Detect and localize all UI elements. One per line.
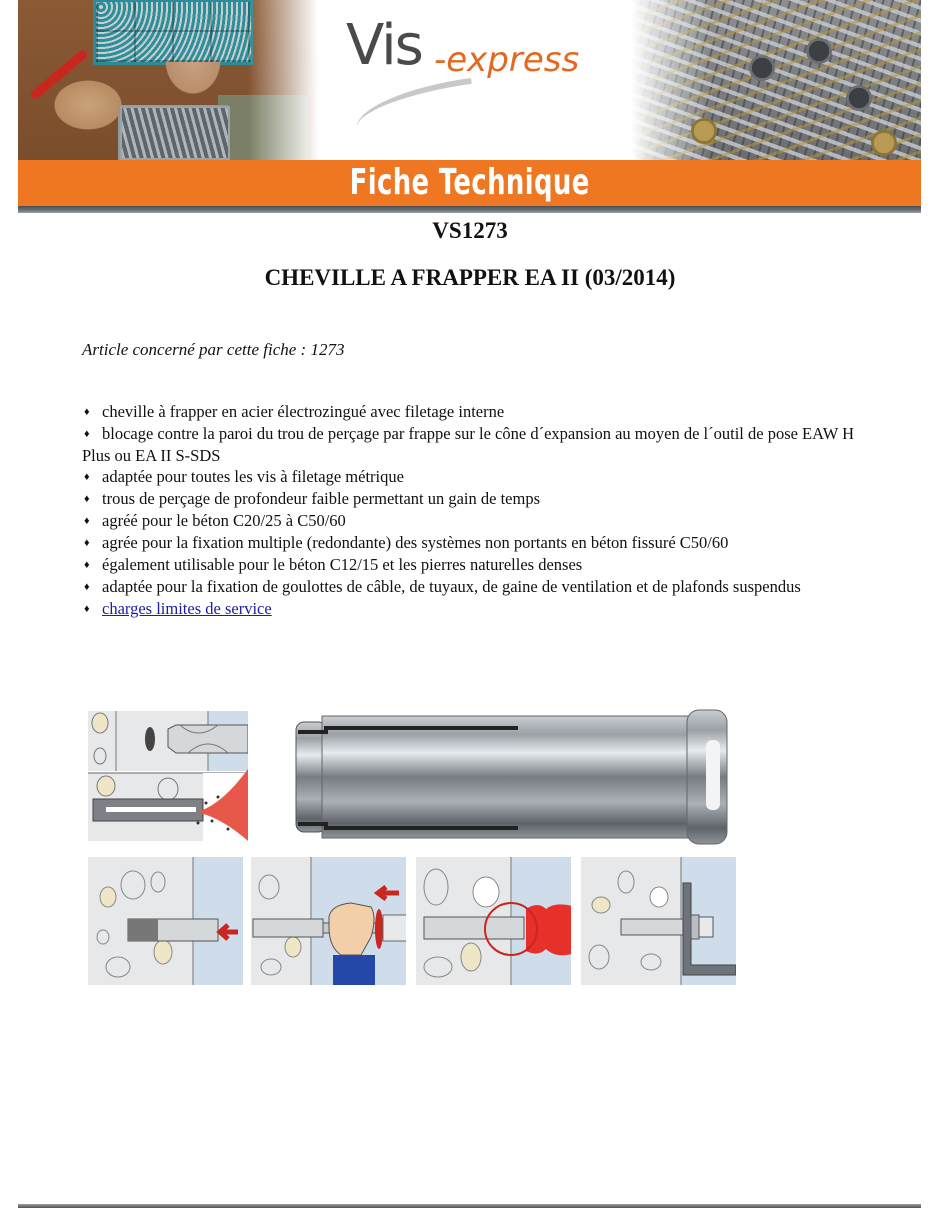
anchor-product-photo — [282, 700, 732, 846]
screw-head-image — [871, 130, 897, 156]
logo-swoosh-icon — [352, 78, 476, 128]
feature-item — [82, 598, 862, 620]
feature-item — [82, 576, 862, 598]
workbench-photo — [18, 0, 318, 160]
feature-item — [82, 488, 862, 510]
step-hammer-tool-illustration — [251, 857, 406, 985]
feature-item — [82, 554, 862, 576]
product-title: CHEVILLE A FRAPPER EA II (03/2014) — [264, 265, 676, 290]
drill-and-clean-illustration — [88, 711, 248, 841]
diamond-bullet-icon: ♦ — [84, 603, 90, 615]
screw-box-image — [120, 106, 230, 160]
diamond-bullet-icon: ♦ — [84, 559, 90, 571]
diamond-bullet-icon: ♦ — [84, 493, 90, 505]
screw-head-image — [846, 85, 872, 111]
diamond-bullet-icon: ♦ — [84, 581, 90, 593]
feature-list — [82, 401, 862, 620]
feature-item — [82, 401, 862, 423]
fiche-technique-bar — [18, 160, 921, 206]
product-reference: VS1273 — [432, 218, 508, 243]
article-reference-line: Article concerné par cette fiche : 1273 — [82, 340, 345, 359]
charges-limites-link[interactable]: charges limites de service — [102, 599, 272, 618]
header-divider — [18, 206, 921, 213]
feature-text: adaptée pour la fixation de goulottes de câble, de tuyaux, de gaine de ventilation et de plafonds suspendus — [102, 577, 801, 596]
feature-text: blocage contre la paroi du trou de perçage par frappe sur le cône d´expansion au moyen de l´outil de pose EAW H Plus ou EA II S-SDS — [82, 424, 855, 465]
screw-head-image — [806, 38, 832, 64]
feature-item — [82, 510, 862, 532]
vis-express-logo — [346, 13, 596, 118]
step-check-setting-illustration — [416, 857, 571, 985]
feature-item — [82, 423, 862, 466]
feature-text: trous de perçage de profondeur faible permettant un gain de temps — [102, 489, 540, 508]
feature-text: agrée pour la fixation multiple (redondante) des systèmes non portants en béton fissuré C50/60 — [102, 533, 729, 552]
feature-item — [82, 466, 862, 488]
logo-vis-text: Vis — [346, 13, 422, 78]
banner-photos — [18, 0, 921, 160]
feature-text: adaptée pour toutes les vis à filetage métrique — [102, 467, 404, 486]
diamond-bullet-icon: ♦ — [84, 537, 90, 549]
diamond-bullet-icon: ♦ — [84, 471, 90, 483]
step-insert-anchor-illustration — [88, 857, 243, 985]
header-banner — [18, 0, 921, 214]
screwdriver-image — [29, 49, 88, 101]
footer-divider — [18, 1204, 921, 1208]
diamond-bullet-icon: ♦ — [84, 428, 90, 440]
feature-text: cheville à frapper en acier électrozingué avec filetage interne — [102, 402, 505, 421]
feature-text: également utilisable pour le béton C12/15 et les pierres naturelles denses — [102, 555, 583, 574]
banner-title: Fiche Technique — [349, 162, 590, 203]
parts-tray-image — [96, 2, 251, 62]
screw-head-image — [691, 118, 717, 144]
feature-item — [82, 532, 862, 554]
diamond-bullet-icon: ♦ — [84, 515, 90, 527]
diamond-bullet-icon: ♦ — [84, 406, 90, 418]
screw-head-image — [749, 55, 775, 81]
feature-text: agréé pour le béton C20/25 à C50/60 — [102, 511, 346, 530]
screws-pile-photo — [631, 0, 921, 160]
step-fasten-fixture-illustration — [581, 857, 736, 985]
logo-express-text: -express — [434, 40, 580, 80]
